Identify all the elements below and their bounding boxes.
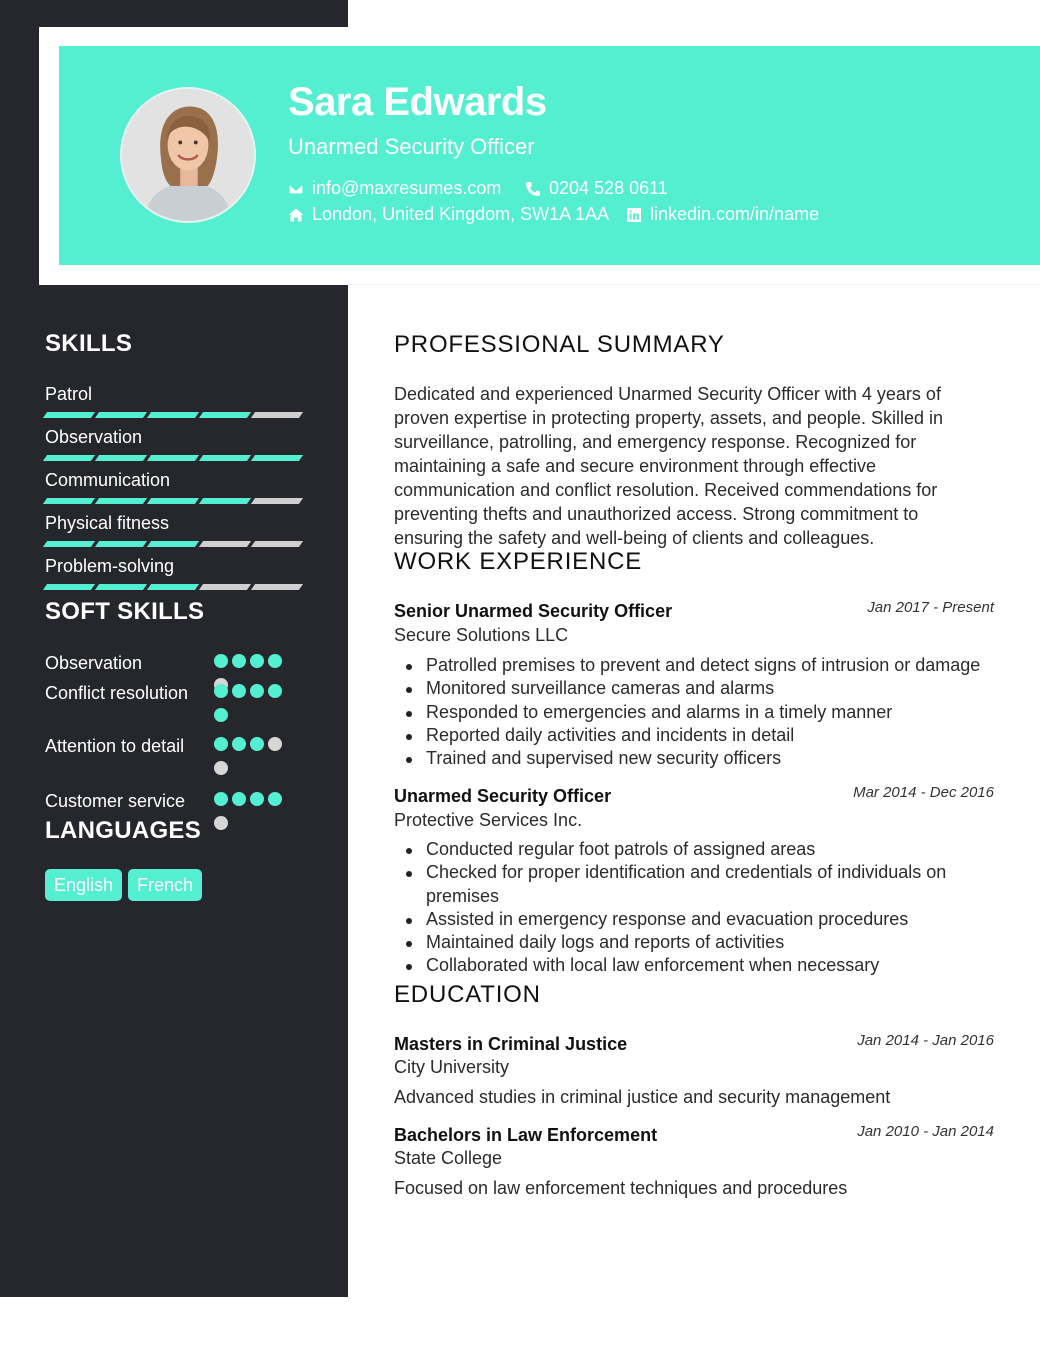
list-item: Patrolled premises to prevent and detect signs of intrusion or damage [426, 654, 1006, 677]
skills-heading: SKILLS [45, 330, 133, 357]
list-item: Conducted regular foot patrols of assigned areas [426, 838, 1006, 861]
rating-dot [214, 684, 228, 698]
list-item: Reported daily activities and incidents in detail [426, 724, 1006, 747]
skill-level-segment [147, 498, 199, 504]
skill-label: Observation [45, 427, 143, 447]
rating-dot [214, 816, 228, 830]
rating-dot [232, 792, 246, 806]
skill-level-segment [95, 541, 147, 547]
soft-skill-label: Conflict resolution [45, 683, 189, 703]
list-item: Responded to emergencies and alarms in a timely manner [426, 701, 1006, 724]
rating-dot [232, 654, 246, 668]
skill-level-segment [147, 412, 199, 418]
rating-dot [214, 792, 228, 806]
phone-icon [525, 181, 541, 197]
education-degree: Masters in Criminal Justice [394, 1034, 628, 1054]
education-school: City University [394, 1057, 510, 1077]
skill-level-segment [95, 412, 147, 418]
rating-dot [268, 654, 282, 668]
skill-label: Problem-solving [45, 556, 175, 576]
experience-heading: WORK EXPERIENCE [394, 548, 643, 575]
rating-dot [214, 761, 228, 775]
skill-level-segment [251, 498, 303, 504]
skill-level-segment [95, 455, 147, 461]
education-heading: EDUCATION [394, 981, 541, 1008]
candidate-title: Unarmed Security Officer [288, 134, 535, 159]
rating-dot [214, 708, 228, 722]
candidate-name: Sara Edwards [288, 80, 547, 124]
rating-dot [268, 684, 282, 698]
soft-skill-rating [214, 684, 286, 722]
skill-level-segment [43, 541, 95, 547]
skill-level-segment [43, 412, 95, 418]
skill-level-bar [45, 541, 301, 547]
education-description: Focused on law enforcement techniques and procedures [394, 1178, 848, 1198]
list-item: Monitored surveillance cameras and alarms [426, 677, 1006, 700]
job-bullets [426, 654, 1006, 770]
skill-label: Patrol [45, 384, 93, 404]
languages-heading: LANGUAGES [45, 817, 202, 844]
rating-dot [250, 737, 264, 751]
skill-level-segment [43, 498, 95, 504]
skill-level-bar [45, 412, 301, 418]
envelope-icon [288, 181, 304, 197]
contact-address [288, 204, 609, 225]
phone-text: 0204 528 0611 [549, 178, 668, 198]
soft-skill-rating [214, 792, 286, 830]
skill-level-segment [147, 584, 199, 590]
soft-skills-heading: SOFT SKILLS [45, 598, 205, 625]
rating-dot [250, 792, 264, 806]
rating-dot [214, 654, 228, 668]
header-divider [348, 284, 1040, 285]
language-tag-french: French [128, 869, 202, 901]
profile-photo-illustration [122, 89, 254, 221]
job-title: Unarmed Security Officer [394, 786, 612, 806]
skill-level-segment [147, 455, 199, 461]
soft-skill-rating [214, 737, 286, 775]
job-title: Senior Unarmed Security Officer [394, 601, 673, 621]
education-date: Jan 2014 - Jan 2016 [857, 1032, 994, 1049]
skill-level-bar [45, 584, 301, 590]
skill-level-segment [43, 584, 95, 590]
education-description: Advanced studies in criminal justice and security management [394, 1087, 891, 1107]
summary-heading: PROFESSIONAL SUMMARY [394, 331, 725, 358]
skill-level-segment [199, 584, 251, 590]
contact-email[interactable] [288, 178, 501, 199]
skill-level-bar [45, 498, 301, 504]
job-date: Jan 2017 - Present [867, 599, 994, 616]
rating-dot [250, 654, 264, 668]
skill-level-segment [95, 498, 147, 504]
contact-phone[interactable] [525, 178, 668, 199]
profile-photo [120, 87, 256, 223]
linkedin-icon [626, 207, 642, 223]
skill-label: Communication [45, 470, 171, 490]
list-item: Assisted in emergency response and evacuation procedures [426, 908, 1006, 931]
rating-dot [214, 737, 228, 751]
skill-level-segment [147, 541, 199, 547]
rating-dot [268, 792, 282, 806]
job-date: Mar 2014 - Dec 2016 [853, 784, 994, 801]
skill-level-segment [43, 455, 95, 461]
skill-level-bar [45, 455, 301, 461]
skill-level-segment [199, 412, 251, 418]
list-item: Maintained daily logs and reports of activities [426, 931, 1006, 954]
skill-level-segment [251, 412, 303, 418]
skill-level-segment [199, 541, 251, 547]
job-company: Secure Solutions LLC [394, 625, 569, 645]
skill-level-segment [251, 584, 303, 590]
rating-dot [268, 737, 282, 751]
skill-level-segment [251, 541, 303, 547]
soft-skill-label: Observation [45, 653, 143, 673]
rating-dot [232, 737, 246, 751]
skill-label: Physical fitness [45, 513, 170, 533]
education-degree: Bachelors in Law Enforcement [394, 1125, 658, 1145]
email-text: info@maxresumes.com [312, 178, 502, 198]
job-company: Protective Services Inc. [394, 810, 583, 830]
skill-level-segment [95, 584, 147, 590]
job-bullets [426, 838, 1006, 978]
skill-level-segment [251, 455, 303, 461]
list-item: Collaborated with local law enforcement when necessary [426, 954, 1006, 977]
soft-skill-label: Customer service [45, 791, 186, 811]
list-item: Trained and supervised new security officers [426, 747, 1006, 770]
education-school: State College [394, 1148, 503, 1168]
contact-linkedin[interactable] [626, 204, 819, 225]
list-item: Checked for proper identification and credentials of individuals on premises [426, 861, 1006, 908]
language-tag-english: English [45, 869, 122, 901]
education-date: Jan 2010 - Jan 2014 [857, 1123, 994, 1140]
skill-level-segment [199, 455, 251, 461]
summary-text: Dedicated and experienced Unarmed Security Officer with 4 years of proven expertise in protecting property, assets, and people. Skilled in surveillance, patrolling, and emergency response. Recognized for maintaining a safe and secure environment through effective communication and conflict resolution. Received commendations for preventing thefts and unauthorized access. Strong commitment to ensuring the safety and well-being of clients and colleagues. [394, 384, 943, 548]
linkedin-text: linkedin.com/in/name [650, 204, 820, 224]
address-text: London, United Kingdom, SW1A 1AA [312, 204, 610, 224]
home-icon [288, 207, 304, 223]
skill-level-segment [199, 498, 251, 504]
rating-dot [250, 684, 264, 698]
soft-skill-label: Attention to detail [45, 736, 185, 756]
rating-dot [232, 684, 246, 698]
